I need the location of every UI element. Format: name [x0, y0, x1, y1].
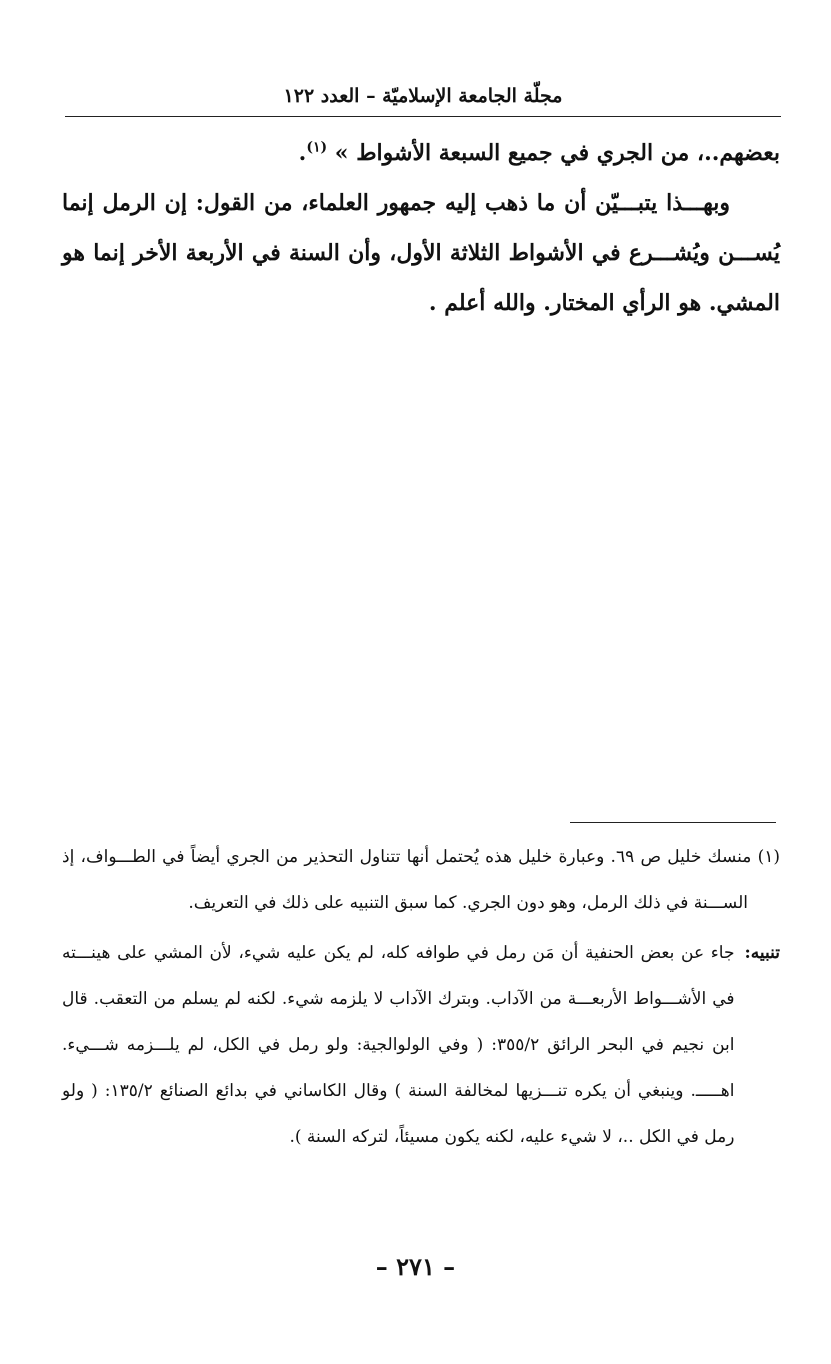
paragraph-continuation-text: بعضهم..، من الجري في جميع السبعة الأشواط » — [334, 140, 780, 166]
paragraph-continuation-end: . — [298, 140, 307, 166]
page-number: – ٢٧١ – — [375, 1252, 456, 1281]
footnotes-section — [62, 834, 780, 1160]
footnote-1: (١) منسك خليل ص ٦٩. وعبارة خليل هذه يُحتمل أنها تتناول التحذير من الجري أيضاً في الطـــواف، إذ الســـنة في ذلك الرمل، وهو دون الجري. كما سبق التنبيه على ذلك في التعريف. — [62, 847, 780, 913]
journal-title: مجلّة الجامعة الإسلاميّة – العدد ١٢٢ — [283, 85, 563, 107]
footnote-divider — [570, 822, 776, 823]
main-text — [62, 128, 780, 328]
paragraph-continuation — [62, 128, 780, 178]
note-text: جاء عن بعض الحنفية أن مَن رمل في طوافه كله، لم يكن عليه شيء، لأن المشي على هينـــته في الأشـــواط الأربعـــة من الآداب. وبترك الآداب لا يلزمه شيء. لكنه لم يسلم من التعقب. قال ابن نجيم في البحر الرائق ٣٥٥/٢: ( وفي الولوالجية: ولو رمل في الكل، لم يلـــزمه شـــيء. اهـــــ. وينبغي أن يكره تنـــزيها لمخالفة السنة ) وقال الكاساني في بدائع الصنائع ١٣٥/٢: ( ولو رمل في الكل ..، لا شيء عليه، لكنه يكون مسيئاً، لتركه السنة ). — [62, 943, 735, 1147]
header-divider — [65, 116, 781, 117]
paragraph-conclusion: وبهـــذا يتبـــيّن أن ما ذهب إليه جمهور العلماء، من القول: إن الرمل إنما يُســـن ويُشـــرع في الأشواط الثلاثة الأول، وأن السنة في الأربعة الأخر إنما هو المشي. هو الرأي المختار. والله أعلم . — [62, 190, 780, 316]
footnote-reference: (١) — [306, 139, 328, 156]
footnote-note — [62, 930, 780, 1160]
note-label: تنبيه: — [744, 943, 780, 963]
running-header — [65, 82, 781, 110]
